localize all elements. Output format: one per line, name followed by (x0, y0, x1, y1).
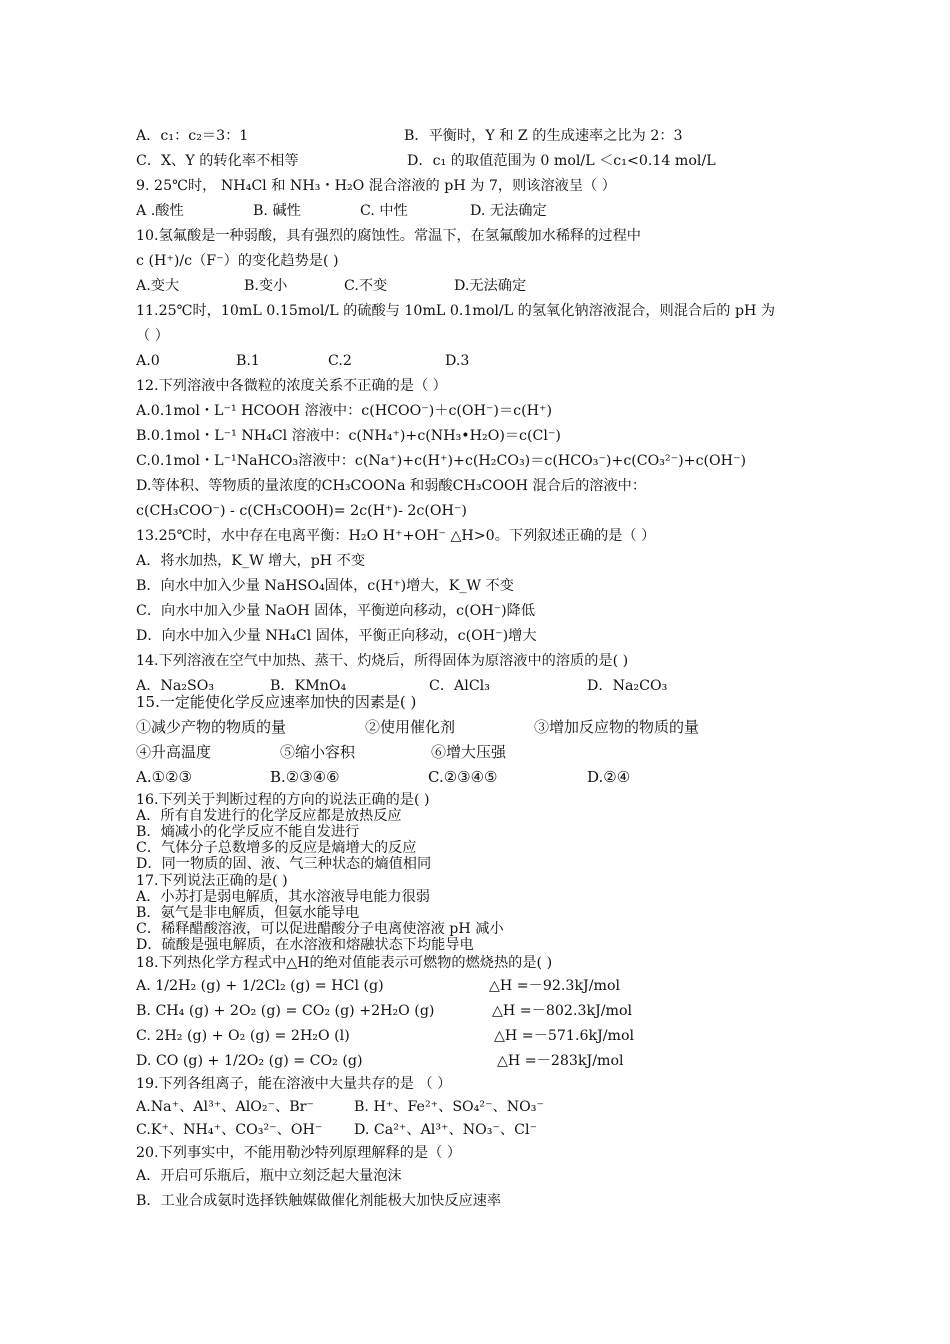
q15-stem: 15.一定能使化学反应速率加快的因素是( ) (136, 693, 417, 711)
q9-option-d: D. 无法确定 (470, 203, 547, 219)
q8-option-a: A．c₁：c₂＝3：1 (136, 128, 249, 144)
q11-options (136, 351, 470, 371)
q11-option-a: A.0 (136, 353, 160, 369)
q15-item-4: ④升高温度 (136, 743, 212, 761)
q9-option-b: B. 碱性 (253, 203, 301, 219)
q11-option-c: C.2 (328, 353, 352, 369)
q16-option-d: D．同一物质的固、液、气三种状态的熵值相同 (136, 856, 432, 872)
q13-stem: 13.25℃时，水中存在电离平衡：H₂O H⁺+OH⁻ △H>0。下列叙述正确的是（ ） (136, 528, 656, 544)
q16-option-c: C．气体分子总数增多的反应是熵增大的反应 (136, 840, 417, 856)
q15-items-row1 (136, 717, 700, 737)
q18-stem: 18.下列热化学方程式中△H的绝对值能表示可燃物的燃烧热的是( ) (136, 955, 553, 971)
q15-item-6: ⑥增大压强 (431, 743, 507, 761)
q10-options (136, 276, 527, 296)
q15-option-a: A.①②③ (136, 768, 192, 786)
q19-option-a: A.Na⁺、Al³⁺、AlO₂⁻、Br⁻ (136, 1099, 314, 1115)
q18-option-d-equation: D. CO (g) + 1/2O₂ (g) = CO₂ (g) (136, 1053, 363, 1069)
q18-option-c-equation: C. 2H₂ (g) + O₂ (g) = 2H₂O (l) (136, 1028, 350, 1044)
q17-stem: 17.下列说法正确的是( ) (136, 873, 288, 889)
q17-option-b: B．氨气是非电解质，但氨水能导电 (136, 905, 360, 921)
q16-option-a: A．所有自发进行的化学反应都是放热反应 (136, 808, 402, 824)
q15-option-b: B.②③④⑥ (270, 768, 340, 786)
q20-option-a: A．开启可乐瓶后，瓶中立刻泛起大量泡沫 (136, 1168, 402, 1184)
q15-item-3: ③增加反应物的物质的量 (534, 718, 700, 736)
q19-row2 (136, 1120, 538, 1140)
q18-option-b-enthalpy: △H =－802.3kJ/mol (492, 1003, 633, 1019)
q12-option-b: B.0.1mol・L⁻¹ NH₄Cl 溶液中：c(NH₄⁺)+c(NH₃•H₂O)＝c(Cl⁻) (136, 428, 561, 444)
q11-stem-line2: （ ） (136, 328, 169, 344)
q8-option-b: B．平衡时，Y 和 Z 的生成速率之比为 2：3 (404, 128, 683, 144)
q14-option-b: B．KMnO₄ (270, 678, 347, 694)
q11-stem-line1: 11.25℃时，10mL 0.15mol/L 的硫酸与 10mL 0.1mol/L 的氢氧化钠溶液混合，则混合后的 pH 为 (136, 303, 776, 319)
q14-option-c: C．AlCl₃ (429, 678, 490, 694)
q17-option-a: A．小苏打是弱电解质，其水溶液导电能力很弱 (136, 889, 430, 905)
q9-option-c: C. 中性 (360, 203, 408, 219)
q10-option-c: C.不变 (344, 278, 388, 294)
q11-option-b: B.1 (236, 353, 260, 369)
q18-option-d (136, 1051, 624, 1071)
q18-option-c-enthalpy: △H =－571.6kJ/mol (494, 1028, 635, 1044)
q16-stem: 16.下列关于判断过程的方向的说法正确的是( ) (136, 792, 430, 808)
q10-stem-line2: c (H⁺)/c（F⁻）的变化趋势是( ) (136, 253, 339, 269)
q19-option-b: B. H⁺、Fe²⁺、SO₄²⁻、NO₃⁻ (354, 1099, 544, 1115)
q15-item-2: ②使用催化剂 (365, 718, 456, 736)
q15-items-row2 (136, 742, 507, 762)
q18-option-b (136, 1001, 633, 1021)
q8-option-d: D．c₁ 的取值范围为 0 mol/L ＜c₁<0.14 mol/L (407, 153, 716, 169)
q13-option-b: B．向水中加入少量 NaHSO₄固体，c(H⁺)增大，K_W 不变 (136, 578, 514, 594)
q12-stem: 12.下列溶液中各微粒的浓度关系不正确的是（ ） (136, 378, 447, 394)
q9-options (136, 201, 547, 221)
q18-option-a-equation: A. 1/2H₂ (g) + 1/2Cl₂ (g) = HCl (g) (136, 978, 384, 994)
q18-option-a (136, 976, 621, 996)
q19-option-d: D. Ca²⁺、Al³⁺、NO₃⁻、Cl⁻ (354, 1122, 538, 1138)
q17-option-d: D．硫酸是强电解质，在水溶液和熔融状态下均能导电 (136, 937, 474, 953)
q10-option-a: A.变大 (136, 278, 180, 294)
q16-option-b: B．熵减小的化学反应不能自发进行 (136, 824, 360, 840)
q9-stem: 9. 25℃时， NH₄Cl 和 NH₃・H₂O 混合溶液的 pH 为 7，则该溶液呈（ ） (136, 178, 616, 194)
q18-option-c (136, 1026, 635, 1046)
q9-option-a: A .酸性 (136, 203, 184, 219)
q15-options (136, 767, 631, 787)
q14-stem: 14.下列溶液在空气中加热、蒸干、灼烧后，所得固体为原溶液中的溶质的是( ) (136, 653, 629, 669)
q11-option-d: D.3 (445, 353, 470, 369)
q12-option-d-line2: c(CH₃COO⁻) - c(CH₃COOH)= 2c(H⁺)- 2c(OH⁻) (136, 503, 467, 519)
q17-option-c: C．稀释醋酸溶液，可以促进醋酸分子电离使溶液 pH 减小 (136, 921, 504, 937)
q13-option-a: A．将水加热，K_W 增大，pH 不变 (136, 553, 366, 569)
q19-row1 (136, 1097, 544, 1117)
q15-item-1: ①减少产物的物质的量 (136, 718, 287, 736)
q14-option-a: A．Na₂SO₃ (136, 678, 215, 694)
q18-option-d-enthalpy: △H =－283kJ/mol (497, 1053, 624, 1069)
q14-option-d: D．Na₂CO₃ (587, 678, 668, 694)
q15-option-d: D.②④ (587, 768, 631, 786)
q13-option-c: C．向水中加入少量 NaOH 固体，平衡逆向移动，c(OH⁻)降低 (136, 603, 536, 619)
q10-option-b: B.变小 (244, 278, 288, 294)
q19-option-c: C.K⁺、NH₄⁺、CO₃²⁻、OH⁻ (136, 1122, 323, 1138)
q15-option-c: C.②③④⑤ (428, 768, 498, 786)
q12-option-c: C.0.1mol・L⁻¹NaHCO₃溶液中：c(Na⁺)+c(H⁺)+c(H₂CO₃)＝c(HCO₃⁻)+c(CO₃²⁻)+c(OH⁻) (136, 453, 747, 469)
q19-stem: 19.下列各组离子，能在溶液中大量共存的是 （ ） (136, 1076, 452, 1092)
q10-stem-line1: 10.氢氟酸是一种弱酸，具有强烈的腐蚀性。常温下，在氢氟酸加水稀释的过程中 (136, 228, 641, 244)
q12-option-d-line1: D.等体积、等物质的量浓度的CH₃COONa 和弱酸CH₃COOH 混合后的溶液中： (136, 478, 647, 494)
q10-option-d: D.无法确定 (454, 278, 527, 294)
q18-option-a-enthalpy: △H =－92.3kJ/mol (489, 978, 621, 994)
q18-option-b-equation: B. CH₄ (g) + 2O₂ (g) = CO₂ (g) +2H₂O (g) (136, 1003, 435, 1019)
q15-item-5: ⑤缩小容积 (280, 743, 356, 761)
q20-stem: 20.下列事实中，不能用勒沙特列原理解释的是（ ） (136, 1145, 462, 1161)
q8-option-c: C．X、Y 的转化率不相等 (136, 153, 299, 169)
q12-option-a: A.0.1mol・L⁻¹ HCOOH 溶液中：c(HCOO⁻)＋c(OH⁻)＝c(H⁺) (136, 403, 553, 419)
q13-option-d: D．向水中加入少量 NH₄Cl 固体，平衡正向移动，c(OH⁻)增大 (136, 628, 537, 644)
q20-option-b: B．工业合成氨时选择铁触媒做催化剂能极大加快反应速率 (136, 1193, 502, 1209)
